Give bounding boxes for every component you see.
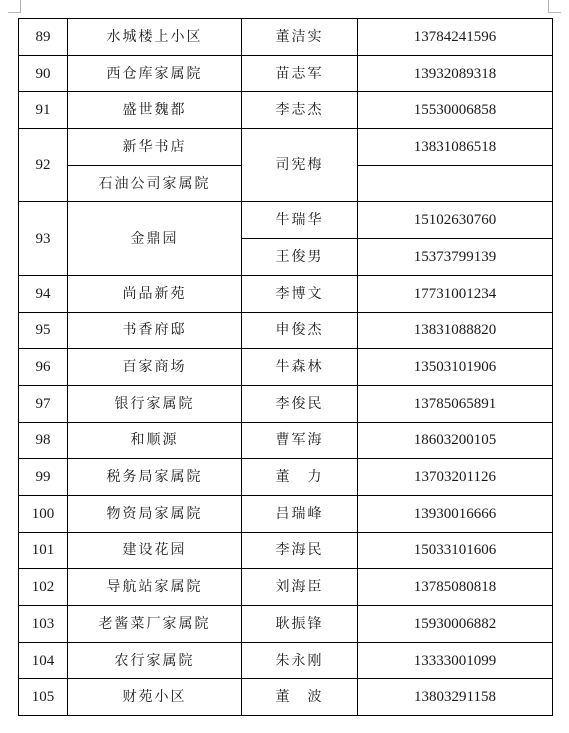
phone-number: 13831088820 bbox=[358, 312, 553, 349]
community-name: 书香府邸 bbox=[68, 312, 242, 349]
community-name: 税务局家属院 bbox=[68, 459, 242, 496]
row-number: 102 bbox=[19, 569, 68, 606]
row-number: 89 bbox=[19, 19, 68, 56]
contact-person: 李海民 bbox=[242, 532, 358, 569]
table-row bbox=[19, 202, 553, 239]
phone-number: 15530006858 bbox=[358, 92, 553, 129]
table-row bbox=[19, 92, 553, 129]
row-number: 98 bbox=[19, 422, 68, 459]
community-name: 建设花园 bbox=[68, 532, 242, 569]
phone-number: 17731001234 bbox=[358, 275, 553, 312]
contact-person: 李志杰 bbox=[242, 92, 358, 129]
community-name: 银行家属院 bbox=[68, 385, 242, 422]
page-corner-mark-right bbox=[548, 0, 561, 13]
contact-person: 李博文 bbox=[242, 275, 358, 312]
contact-person: 曹军海 bbox=[242, 422, 358, 459]
phone-number: 13703201126 bbox=[358, 459, 553, 496]
contact-person: 苗志军 bbox=[242, 55, 358, 92]
community-name: 西仓库家属院 bbox=[68, 55, 242, 92]
community-name: 金鼎园 bbox=[68, 202, 242, 275]
contact-person: 牛瑞华 bbox=[242, 202, 358, 239]
table-row bbox=[19, 569, 553, 606]
phone-number: 13503101906 bbox=[358, 349, 553, 386]
phone-number: 15373799139 bbox=[358, 239, 553, 276]
contact-table bbox=[18, 18, 553, 716]
contact-person: 吕瑞峰 bbox=[242, 495, 358, 532]
table-row bbox=[19, 385, 553, 422]
phone-number: 13785065891 bbox=[358, 385, 553, 422]
row-number: 99 bbox=[19, 459, 68, 496]
row-number: 100 bbox=[19, 495, 68, 532]
table-row bbox=[19, 495, 553, 532]
row-number: 91 bbox=[19, 92, 68, 129]
row-number: 101 bbox=[19, 532, 68, 569]
row-number: 93 bbox=[19, 202, 68, 275]
community-name: 百家商场 bbox=[68, 349, 242, 386]
row-number: 90 bbox=[19, 55, 68, 92]
community-name: 石油公司家属院 bbox=[68, 165, 242, 202]
row-number: 103 bbox=[19, 606, 68, 643]
table-row bbox=[19, 275, 553, 312]
table-row bbox=[19, 459, 553, 496]
table-row bbox=[19, 606, 553, 643]
row-number: 104 bbox=[19, 642, 68, 679]
table-row bbox=[19, 129, 553, 166]
community-name: 导航站家属院 bbox=[68, 569, 242, 606]
community-name: 和顺源 bbox=[68, 422, 242, 459]
contact-person: 牛森林 bbox=[242, 349, 358, 386]
row-number: 95 bbox=[19, 312, 68, 349]
table-row bbox=[19, 19, 553, 56]
community-name: 尚品新苑 bbox=[68, 275, 242, 312]
contact-person: 刘海臣 bbox=[242, 569, 358, 606]
phone-number: 13831086518 bbox=[358, 129, 553, 166]
row-number: 96 bbox=[19, 349, 68, 386]
contact-person: 董 力 bbox=[242, 459, 358, 496]
phone-number-empty bbox=[358, 165, 553, 202]
table-row bbox=[19, 349, 553, 386]
community-name: 老酱菜厂家属院 bbox=[68, 606, 242, 643]
community-name: 物资局家属院 bbox=[68, 495, 242, 532]
contact-person: 朱永刚 bbox=[242, 642, 358, 679]
contact-person: 董洁实 bbox=[242, 19, 358, 56]
contact-person: 王俊男 bbox=[242, 239, 358, 276]
community-name: 财苑小区 bbox=[68, 679, 242, 716]
community-name: 盛世魏都 bbox=[68, 92, 242, 129]
phone-number: 13333001099 bbox=[358, 642, 553, 679]
contact-person: 申俊杰 bbox=[242, 312, 358, 349]
contact-person: 李俊民 bbox=[242, 385, 358, 422]
phone-number: 13932089318 bbox=[358, 55, 553, 92]
table-row bbox=[19, 642, 553, 679]
row-number: 92 bbox=[19, 129, 68, 202]
phone-number: 13930016666 bbox=[358, 495, 553, 532]
phone-number: 15930006882 bbox=[358, 606, 553, 643]
contact-person: 司宪梅 bbox=[242, 129, 358, 202]
phone-number: 15102630760 bbox=[358, 202, 553, 239]
table-row bbox=[19, 679, 553, 716]
phone-number: 13784241596 bbox=[358, 19, 553, 56]
table-row bbox=[19, 55, 553, 92]
table-row bbox=[19, 532, 553, 569]
phone-number: 18603200105 bbox=[358, 422, 553, 459]
phone-number: 13785080818 bbox=[358, 569, 553, 606]
row-number: 105 bbox=[19, 679, 68, 716]
row-number: 94 bbox=[19, 275, 68, 312]
community-name: 水城楼上小区 bbox=[68, 19, 242, 56]
table-row bbox=[19, 312, 553, 349]
phone-number: 15033101606 bbox=[358, 532, 553, 569]
community-name: 农行家属院 bbox=[68, 642, 242, 679]
community-name: 新华书店 bbox=[68, 129, 242, 166]
page-corner-mark-left bbox=[8, 0, 21, 13]
phone-number: 13803291158 bbox=[358, 679, 553, 716]
contact-person: 耿振锋 bbox=[242, 606, 358, 643]
table-row bbox=[19, 422, 553, 459]
contact-person: 董 波 bbox=[242, 679, 358, 716]
row-number: 97 bbox=[19, 385, 68, 422]
